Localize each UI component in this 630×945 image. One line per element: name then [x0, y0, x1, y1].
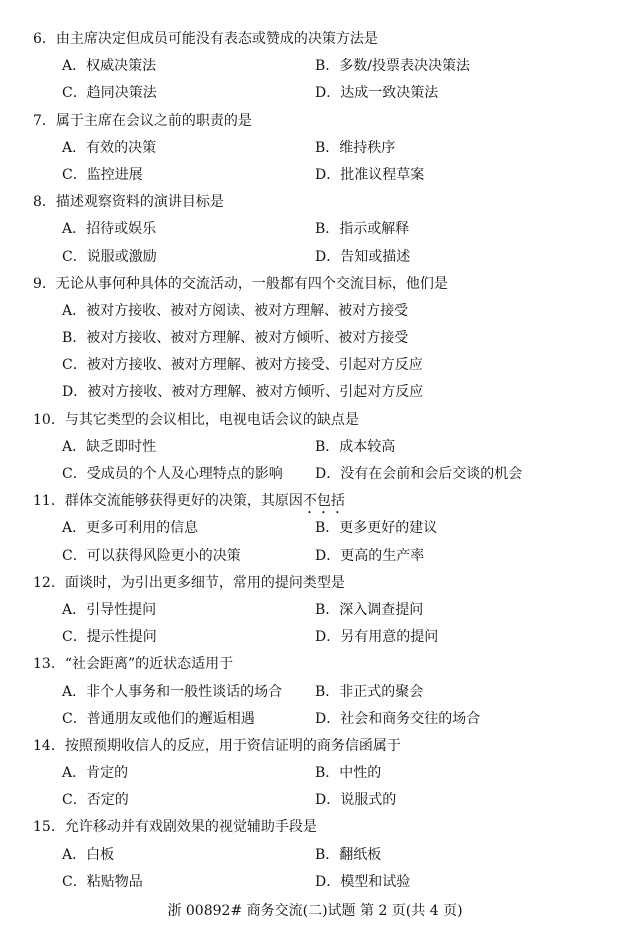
question-stem: 7．属于主席在会议之前的职责的是 — [33, 112, 252, 129]
question-11 — [0, 488, 630, 570]
option-c: C．普通朋友或他们的邂逅相遇 — [62, 710, 255, 727]
option-a: A．有效的决策 — [62, 139, 157, 156]
question-stem: 14．按照预期收信人的反应，用于资信证明的商务信函属于 — [33, 737, 401, 754]
option-b: B．中性的 — [315, 765, 382, 782]
question-stem: 10．与其它类型的会议相比，电视电话会议的缺点是 — [33, 411, 359, 428]
option-a: A．非个人事务和一般性谈话的场合 — [62, 683, 283, 700]
option-grid — [0, 515, 630, 569]
question-stem: 6．由主席决定但成员可能没有表态或赞成的决策方法是 — [33, 31, 378, 47]
question-stem: 13．“社会距离”的近状态适用于 — [33, 656, 234, 673]
option-c: C．可以获得风险更小的决策 — [62, 547, 241, 564]
option-a: A．权威决策法 — [62, 58, 157, 75]
question-stem: 8．描述观察资料的演讲目标是 — [33, 194, 224, 211]
question-stem-text: 11．群体交流能够获得更好的决策，其原因 — [33, 493, 303, 510]
option-a: A．更多可利用的信息 — [62, 520, 199, 537]
option-c: C．提示性提问 — [62, 629, 157, 646]
option-d: D．社会和商务交往的场合 — [315, 710, 481, 727]
question-7 — [0, 108, 630, 190]
option-d: D．没有在会前和会后交谈的机会 — [315, 466, 523, 482]
option-d: D．达成一致决策法 — [315, 85, 439, 102]
option-b: B．多数/投票表决决策法 — [315, 58, 471, 75]
option-a: A．肯定的 — [62, 765, 129, 782]
question-stem — [0, 488, 630, 515]
question-8 — [0, 189, 630, 271]
option-list — [0, 298, 630, 407]
option-a: A．缺乏即时性 — [62, 438, 157, 455]
option-grid — [0, 842, 630, 896]
option-c: C．受成员的个人及心理特点的影响 — [62, 466, 283, 482]
option-b: B．翻纸板 — [315, 846, 382, 863]
question-6 — [0, 26, 630, 108]
option-c: C．监控进展 — [62, 166, 143, 183]
question-10 — [0, 407, 630, 489]
option-d: D．批准议程草案 — [315, 166, 425, 183]
question-stem: 15．允许移动并有戏剧效果的视觉辅助手段是 — [33, 819, 317, 836]
option-a: A．引导性提问 — [62, 601, 157, 618]
question-14 — [0, 733, 630, 815]
option-c: C．趋同决策法 — [62, 85, 157, 102]
page-footer: 浙 00892# 商务交流(二)试题 第 2 页(共 4 页) — [167, 903, 463, 919]
question-13 — [0, 651, 630, 733]
question-stem: 9．无论从事何种具体的交流活动，一般都有四个交流目标，他们是 — [33, 275, 448, 292]
option-d: D．更高的生产率 — [315, 547, 425, 564]
option-c: C．被对方接收、被对方理解、被对方接受、引起对方反应 — [62, 357, 423, 374]
question-15 — [0, 814, 630, 896]
option-a: A．白板 — [62, 846, 115, 863]
option-d: D．另有用意的提问 — [315, 629, 439, 646]
option-a: A．招待或娱乐 — [62, 221, 157, 238]
option-b: B．更多更好的建议 — [315, 520, 438, 537]
option-grid — [0, 53, 630, 107]
question-12 — [0, 570, 630, 652]
option-a: A．被对方接收、被对方阅读、被对方理解、被对方接受 — [62, 302, 409, 319]
option-c: C．否定的 — [62, 792, 129, 809]
option-d: D．模型和试验 — [315, 873, 411, 890]
option-b: B．维持秩序 — [315, 139, 396, 156]
option-b: B．非正式的聚会 — [315, 683, 424, 700]
option-d: D．被对方接收、被对方理解、被对方倾听、引起对方反应 — [62, 384, 424, 401]
question-stem: 12．面谈时，为引出更多细节，常用的提问类型是 — [33, 574, 345, 591]
option-grid — [0, 760, 630, 814]
option-b: B．深入调查提问 — [315, 601, 424, 618]
question-list — [0, 26, 630, 896]
option-b: B．指示或解释 — [315, 221, 410, 238]
option-grid — [0, 597, 630, 651]
option-b: B．被对方接收、被对方理解、被对方倾听、被对方接受 — [62, 330, 409, 347]
option-d: D．说服式的 — [315, 792, 397, 809]
emphasized-keyword: 不包括 — [302, 493, 345, 510]
option-grid — [0, 434, 630, 488]
option-grid — [0, 135, 630, 189]
option-grid — [0, 216, 630, 270]
option-grid — [0, 679, 630, 733]
option-c: C．粘贴物品 — [62, 873, 143, 890]
question-9 — [0, 271, 630, 407]
option-d: D．告知或描述 — [315, 248, 411, 265]
option-b: B．成本较高 — [315, 438, 396, 455]
option-c: C．说服或激励 — [62, 248, 157, 265]
